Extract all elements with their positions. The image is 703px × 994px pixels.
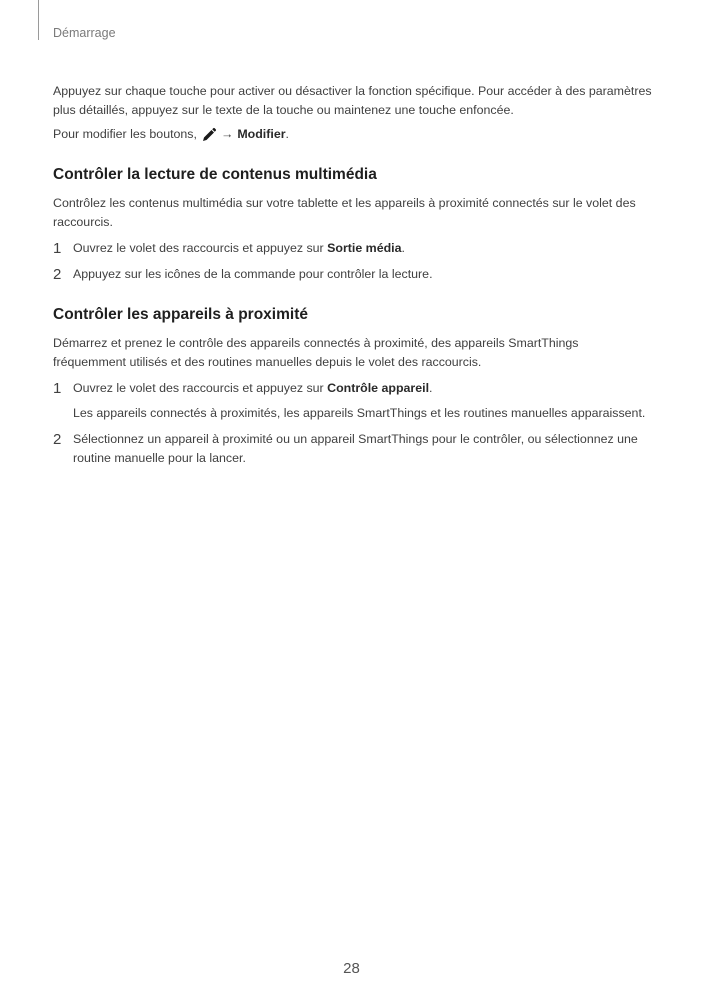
section2-description: Démarrez et prenez le contrôle des appareils connectés à proximité, des appareils SmartThings fréquemment utilisés et des routines manuelles depuis le volet des raccourcis. xyxy=(53,336,579,369)
pencil-icon xyxy=(201,127,217,143)
step-number: 1 xyxy=(53,380,62,397)
section2-title: Contrôler les appareils à proximité xyxy=(53,306,308,323)
step-text: Ouvrez le volet des raccourcis et appuyez sur Sortie média. xyxy=(73,241,405,255)
intro-paragraph: Appuyez sur chaque touche pour activer ou désactiver la fonction spécifique. Pour accéder à des paramètres plus détaillés, appuyez sur le texte de la touche ou maintenez une touche enfoncée. xyxy=(53,84,652,117)
section2-step-2 xyxy=(53,430,653,468)
section-header: Démarrage xyxy=(53,26,116,40)
section1-step-2 xyxy=(53,265,653,284)
step-text: Sélectionnez un appareil à proximité ou un appareil SmartThings pour le contrôler, ou sélectionnez une routine manuelle pour la lancer. xyxy=(73,432,638,465)
section2-step-1 xyxy=(53,379,653,423)
margin-rule xyxy=(38,0,39,40)
intro-modify-prefix: Pour modifier les boutons, xyxy=(53,127,197,141)
page-content xyxy=(53,82,653,468)
step-number: 2 xyxy=(53,431,62,448)
modify-label: Modifier xyxy=(237,127,286,141)
intro-modify-line xyxy=(53,125,653,144)
intro-modify-suffix: . xyxy=(285,127,289,141)
page-number: 28 xyxy=(343,960,360,977)
step-highlight: Contrôle appareil xyxy=(327,381,430,395)
step-number: 2 xyxy=(53,266,62,283)
arrow-glyph: → xyxy=(220,127,234,141)
step-text: Ouvrez le volet des raccourcis et appuyez sur Contrôle appareil. xyxy=(73,381,433,395)
step-note: Les appareils connectés à proximités, les appareils SmartThings et les routines manuelles apparaissent. xyxy=(73,406,646,420)
section1-description: Contrôlez les contenus multimédia sur votre tablette et les appareils à proximité connectés sur le volet des raccourcis. xyxy=(53,196,636,229)
step-highlight: Sortie média xyxy=(327,241,402,255)
section1-title: Contrôler la lecture de contenus multimédia xyxy=(53,166,377,183)
step-text: Appuyez sur les icônes de la commande pour contrôler la lecture. xyxy=(73,267,433,281)
section1-step-1 xyxy=(53,239,653,258)
step-number: 1 xyxy=(53,240,62,257)
